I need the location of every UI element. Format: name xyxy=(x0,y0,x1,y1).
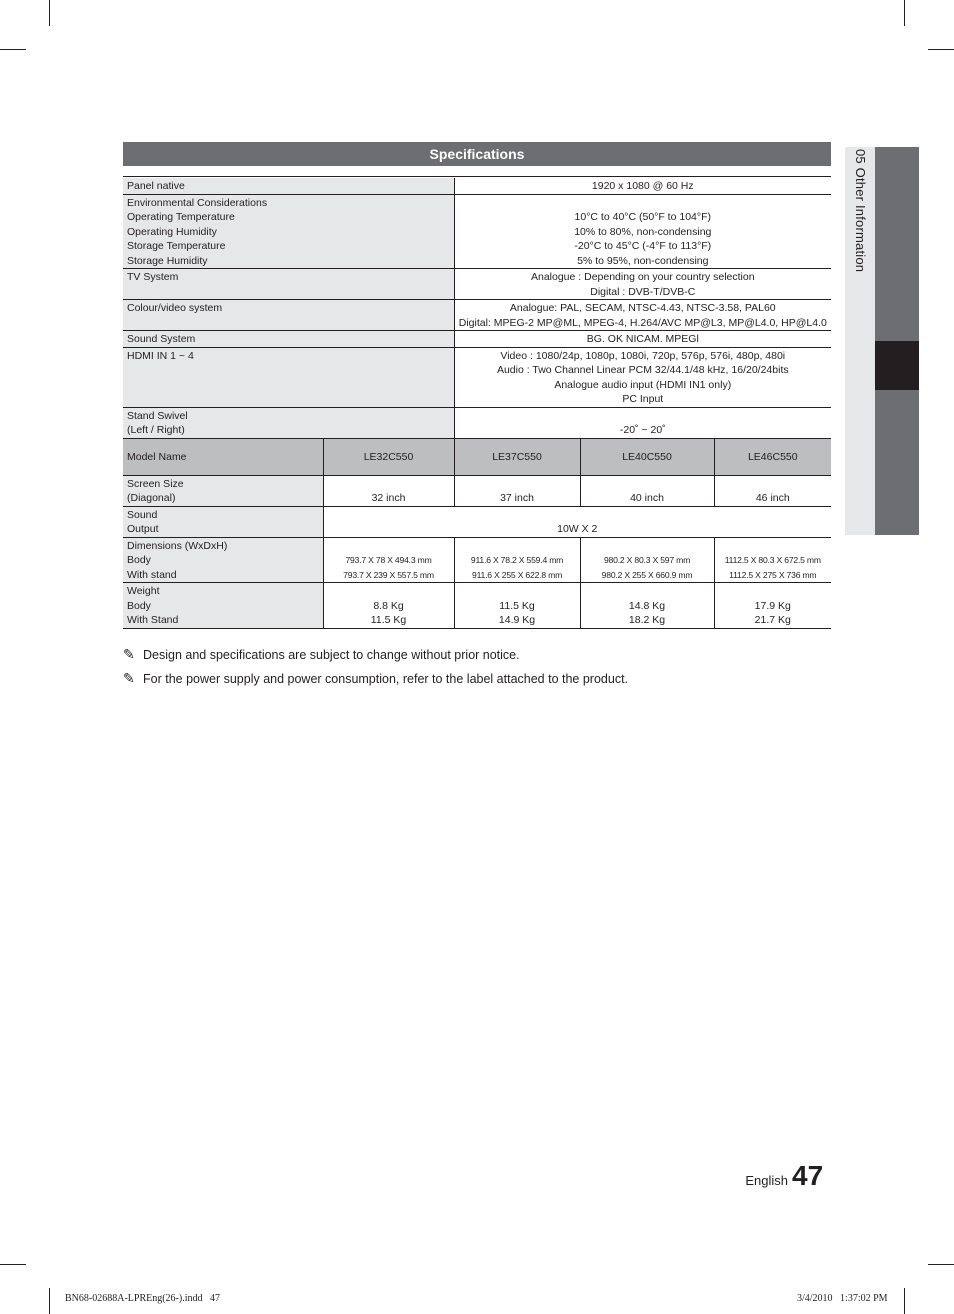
value-line: 10% to 80%, non-condensing xyxy=(574,225,712,238)
spec-table xyxy=(123,178,831,629)
row-value xyxy=(454,269,831,300)
value-line: Digital : DVB-T/DVB-C xyxy=(590,285,696,298)
chapter-tab-marker xyxy=(875,341,919,390)
value-line: Audio : Two Channel Linear PCM 32/44.1/48 kHz, 16/20/24bits xyxy=(496,364,789,376)
table-row xyxy=(123,194,831,269)
value-line: -20°C to 45°C (-4°F to 113°F) xyxy=(574,240,712,252)
value-line: 11.5 Kg xyxy=(370,614,407,626)
label-line: (Diagonal) xyxy=(127,492,176,504)
value-line: Analogue : Depending on your country selection xyxy=(530,271,755,283)
footer-language: English xyxy=(745,1173,788,1188)
footer-filename: BN68-02688A-LPREng(26-).indd 47 xyxy=(65,1293,220,1304)
row-value xyxy=(323,583,454,629)
value-line: 911.6 X 255 X 622.8 mm xyxy=(472,569,563,580)
label-line: Storage Temperature xyxy=(127,240,226,252)
pencil-icon: ✎ xyxy=(123,670,135,686)
model-name: LE32C550 xyxy=(323,438,454,475)
value-line: 21.7 Kg xyxy=(754,614,791,626)
row-value: 40 inch xyxy=(580,475,714,506)
label-line: Dimensions (WxDxH) xyxy=(127,539,228,552)
value-line: 14.8 Kg xyxy=(628,599,666,612)
value-line: PC Input xyxy=(622,393,664,405)
label-line: Screen Size xyxy=(127,477,184,490)
row-value xyxy=(454,583,580,629)
table-row xyxy=(123,269,831,300)
value-line: 1112.5 X 80.3 X 672.5 mm xyxy=(724,555,821,565)
crop-mark xyxy=(928,49,954,50)
table-row xyxy=(123,331,831,348)
label-line: Sound xyxy=(127,508,158,521)
note-text: For the power supply and power consumption, refer to the label attached to the product. xyxy=(143,672,629,686)
label-line: Body xyxy=(127,599,151,612)
value-line: 980.2 X 80.3 X 597 mm xyxy=(603,555,691,565)
label-line: Body xyxy=(127,554,151,566)
note xyxy=(123,646,831,663)
row-value xyxy=(454,194,831,269)
value-line: 10°C to 40°C (50°F to 104°F) xyxy=(574,211,711,223)
row-label xyxy=(123,537,323,583)
row-value: 1920 x 1080 @ 60 Hz xyxy=(454,178,831,194)
value-line: Digital: MPEG-2 MP@ML, MPEG-4, H.264/AVC MP@L3, MP@L4.0, HP@L4.0 xyxy=(458,316,827,329)
value-line: 18.2 Kg xyxy=(628,614,666,626)
label-line: Stand Swivel xyxy=(127,409,188,422)
page-number: 47 xyxy=(792,1160,824,1191)
row-label xyxy=(123,583,323,629)
table-row xyxy=(123,475,831,506)
label-line: Operating Temperature xyxy=(127,211,235,223)
value-line: 793.7 X 239 X 557.5 mm xyxy=(343,569,434,580)
value-line: 14.9 Kg xyxy=(498,614,536,626)
crop-mark xyxy=(904,1288,905,1314)
table-row xyxy=(123,537,831,583)
row-value xyxy=(454,537,580,583)
row-value xyxy=(580,583,714,629)
model-name: LE40C550 xyxy=(580,438,714,475)
label-line: Operating Humidity xyxy=(127,225,217,238)
label-line: Output xyxy=(127,523,159,535)
row-value: 10W X 2 xyxy=(323,506,831,537)
label-line: (Left / Right) xyxy=(127,424,185,436)
row-value xyxy=(714,537,831,583)
value-line: 5% to 95%, non-condensing xyxy=(577,254,709,267)
row-value: 46 inch xyxy=(714,475,831,506)
table-row xyxy=(123,506,831,537)
note xyxy=(123,670,831,687)
row-label: Sound System xyxy=(123,331,454,348)
row-value: -20˚ ~ 20˚ xyxy=(454,407,831,438)
crop-mark xyxy=(0,49,26,50)
row-label: TV System xyxy=(123,269,454,300)
model-name: LE37C550 xyxy=(454,438,580,475)
row-label: Model Name xyxy=(123,438,323,475)
crop-mark xyxy=(904,0,905,26)
row-value: 37 inch xyxy=(454,475,580,506)
pencil-icon: ✎ xyxy=(123,646,135,662)
crop-mark xyxy=(49,1288,50,1314)
value-line: 793.7 X 78 X 494.3 mm xyxy=(345,555,432,565)
table-top-rule xyxy=(123,176,831,177)
crop-mark xyxy=(0,1264,26,1265)
value-line: 11.5 Kg xyxy=(499,599,535,612)
label-line: With stand xyxy=(127,568,177,581)
row-label: HDMI IN 1 ~ 4 xyxy=(123,347,454,407)
value-line: 17.9 Kg xyxy=(754,599,791,612)
model-name: LE46C550 xyxy=(714,438,831,475)
row-label xyxy=(123,407,454,438)
row-value xyxy=(323,537,454,583)
value-line: Analogue audio input (HDMI IN1 only) xyxy=(554,378,732,391)
note-text: Design and specifications are subject to change without prior notice. xyxy=(143,648,520,662)
crop-mark xyxy=(49,0,50,26)
row-value: 32 inch xyxy=(323,475,454,506)
value-line: 980.2 X 255 X 660.9 mm xyxy=(601,569,693,580)
label-line: Environmental Considerations xyxy=(127,196,268,209)
row-value xyxy=(714,583,831,629)
row-label xyxy=(123,475,323,506)
row-value xyxy=(454,347,831,407)
row-label xyxy=(123,506,323,537)
model-header-row xyxy=(123,438,831,475)
value-line: 911.6 X 78.2 X 559.4 mm xyxy=(470,555,564,565)
footer-date: 3/4/2010 1:37:02 PM xyxy=(797,1293,888,1304)
row-value xyxy=(580,537,714,583)
label-line: With Stand xyxy=(127,614,179,626)
row-value: BG. OK NICAM. MPEGl xyxy=(454,331,831,348)
row-label: Panel native xyxy=(123,178,454,194)
table-row xyxy=(123,407,831,438)
value-line: 8.8 Kg xyxy=(373,599,404,612)
value-line: Analogue: PAL, SECAM, NTSC-4.43, NTSC-3.58, PAL60 xyxy=(509,302,776,314)
label-line: Storage Humidity xyxy=(127,254,208,267)
row-value xyxy=(454,300,831,331)
chapter-label: 05 Other Information xyxy=(853,149,868,273)
value-line: Video : 1080/24p, 1080p, 1080i, 720p, 576p, 576i, 480p, 480i xyxy=(500,349,786,362)
value-line: 1112.5 X 275 X 736 mm xyxy=(729,569,817,580)
crop-mark xyxy=(928,1264,954,1265)
row-label xyxy=(123,194,454,269)
row-label: Colour/video system xyxy=(123,300,454,331)
table-row xyxy=(123,178,831,194)
table-row xyxy=(123,583,831,629)
page-title: Specifications xyxy=(123,142,831,166)
table-row xyxy=(123,300,831,331)
table-row xyxy=(123,347,831,407)
label-line: Weight xyxy=(127,585,160,597)
